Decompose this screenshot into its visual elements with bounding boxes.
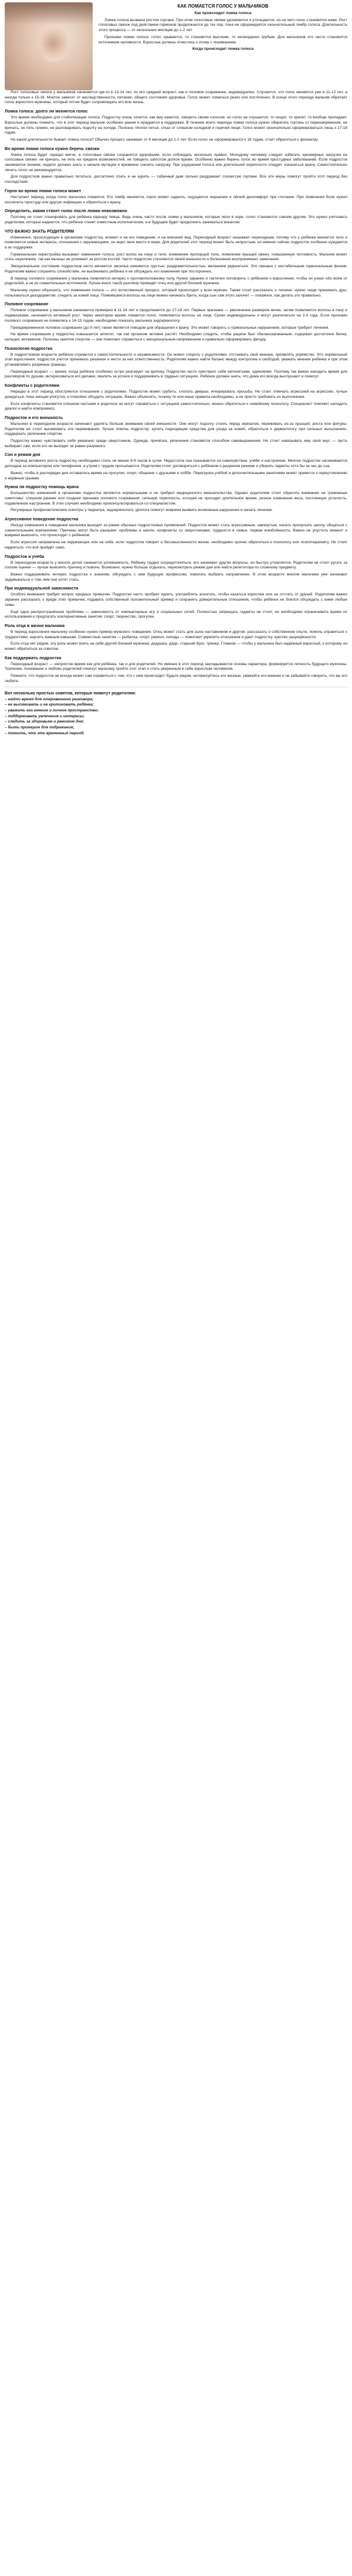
section	[5, 108, 347, 143]
final-tip-item: – быть примером для подражания;	[5, 725, 75, 730]
section-paragraph: Мальчики в переходном возрасте начинают уделять больше внимания своей внешности. Они могут подолгу стоять перед зеркалом, переживать из-за прыщей, роста или фигуры. Родителям не стоит высмеивать эти переживания. Лучше помочь подростку: купить подходящие средства для ухода за кожей, обратиться к дерматологу при сильных высыпаниях, поддержать увлечение спортом.	[5, 421, 347, 437]
final-tip-item: – не высмеивать и не критиковать ребёнка;	[5, 703, 94, 707]
section-paragraph: Поэтому не стоит планировать для ребёнка карьеру певца. Ведь очень часто после ломки у мальчиков, которые пели в хоре, голос становится совсем другим. Это нужно учитывать родителям, которые надеются, что ребёнок станет известным исполнителем, и в будущем будет продолжать заниматься вокалом.	[5, 215, 347, 224]
section-heading: Половое созревание	[5, 301, 49, 307]
section	[5, 146, 347, 185]
section-heading: Роль отца в жизни мальчика	[5, 622, 65, 628]
section	[5, 585, 347, 620]
section	[5, 554, 347, 583]
section-paragraph: Гормональная перестройка вызывает изменение голоса, рост волос на лице и теле, изменение пропорций тела, появление прыщей (акне), повышенную потливость. Мальчик может стать неуклюжим, так как мышцы не успевают за ростом костей. Часто подростки стесняются своей внешности и болезненно воспринимают замечания.	[5, 252, 347, 262]
intro-paragraph-1: Признаки ломки голоса: голос срывается, то становится высоким, то неожиданно грубым. Для мальчиков это часто становится источником неловкости. Взрослые должны отнестись к этому с пониманием.	[99, 35, 347, 45]
section-heading: Подросток и учёба	[5, 553, 45, 559]
section	[5, 301, 347, 342]
section-paragraph: Если агрессия направлена на окружающих или на себя, если подросток говорит о бессмысленности жизни, необходимо срочно обратиться к психологу или психотерапевту. Не стоит надеяться, что всё пройдёт само.	[5, 540, 347, 550]
intro-heading: Как происходит ломка голоса	[194, 11, 252, 15]
section	[5, 623, 347, 652]
section-paragraph: Важно поддерживать интерес подростка к знаниям, обсуждать с ним будущую профессию, помогать выбрать направление. В этом возрасте многие мальчики уже начинают задумываться о том, кем они хотят стать.	[5, 573, 347, 582]
section-paragraph: Нередко в этот период обостряются отношения с родителями. Подросток может грубить, хлопать дверью, игнорировать просьбы. Не стоит отвечать агрессией на агрессию: лучше дождаться, пока эмоции улягутся, и спокойно обсудить ситуацию. Важно объяснять, почему те или иные правила необходимы, а не просто требовать их выполнения.	[5, 390, 347, 399]
section-heading: Горло во время ломки голоса может	[5, 188, 82, 193]
section-paragraph: Половое созревание у мальчиков начинается примерно в 11-14 лет и продолжается до 17-18 лет. Первые признаки — увеличение размеров яичек, затем появляются волосы в паху и подмышками, начинается активный рост. Через некоторое время ломается голос, появляются волосы на лице. Сроки индивидуальны и могут различаться на 2-3 года. Если признаки полового созревания не появились к 14-15 годам, необходимо показать мальчика эндокринологу.	[5, 308, 347, 323]
intro-block	[99, 2, 347, 90]
section-heading: Подросток и его внешность	[5, 414, 63, 420]
section	[5, 516, 347, 551]
section-heading: Сон и режим дня	[5, 452, 40, 458]
section-paragraph: Подростку важно чувствовать себя уверенно среди сверстников. Одежда, причёска, увлечения становятся способом самовыражения. Не стоит навязывать ему свой вкус — пусть выбирает сам, если это не выходит за рамки разумного.	[5, 439, 347, 448]
section-paragraph: Переходный возраст — время, когда ребёнок особенно остро реагирует на критику. Подростки часто чувствуют себя непонятыми, одинокими. Поэтому так важно находить время для разговоров по душам, интересоваться его делами, хвалить за успехи и поддерживать в трудных ситуациях. Ребёнок должен знать, что дома его всегда выслушают и помогут.	[5, 369, 347, 379]
section	[5, 415, 347, 449]
section-paragraph: Если отца нет рядом, эту роль может взять на себя другой близкий мужчина: дедушка, дядя, старший брат, тренер. Главное — чтобы у мальчика был надёжный взрослый, к которому он может обратиться за советом.	[5, 642, 347, 652]
section	[5, 383, 347, 412]
section-paragraph: Это время необходимо для стабилизации голоса. Подростку очень хочется, как ему кажется, говорить своим голосом, но голос не слушается: то пищит, то хрипит, то вообще пропадает. Взрослые должны помнить, что в этот период мальчик особенно раним и нуждается в поддержке. В течение всего периода ломки голоса нужно оберегать гортань от перенапряжения, не кричать, не петь громко, не разговаривать подолгу на холоде. Полезно тёплое питьё, отказ от слишком холодной и горячей пищи. Голос может окончательно сформироваться лишь к 17-18 годам.	[5, 115, 347, 135]
section-paragraph: В период полового созревания у мальчика появляется интерес к противоположному полу. Нужно заранее и тактично поговорить с ребёнком о взрослении, чтобы он узнал обо всём от родителей, а не из сомнительных источников. Лучше всего такой разговор проведёт отец или другой близкий мужчина.	[5, 276, 347, 286]
photo-hair	[5, 2, 93, 25]
section-heading: Определить, каким станет голос после ломки невозможно	[5, 208, 127, 214]
section	[5, 346, 347, 380]
section	[5, 452, 347, 481]
section-paragraph: В переходном возрасте у многих детей снижается успеваемость. Ребёнку трудно сосредоточиться, его занимают другие вопросы, он быстро утомляется. Родителям не стоит ругать за плохие оценки — лучше выяснить причину и помочь. Возможно, нужно больше отдыхать, пересмотреть режим дня или найти репетитора по сложному предмету.	[5, 560, 347, 570]
section-paragraph: На время созревания у подростка повышается аппетит, так как организм активно растёт. Необходимо следить, чтобы рацион был сбалансированным, содержал достаточно белка, кальция, витаминов. Полезны занятия спортом — они помогают справиться с эмоциональным напряжением и правильно сформировать фигуру.	[5, 332, 347, 342]
section-paragraph: Ещё одна распространённая проблема — зависимость от компьютерных игр и социальных сетей. Полностью запрещать гаджеты не стоит, но необходимо ограничивать время их использования и предлагать альтернативные занятия: спорт, творчество, прогулки.	[5, 609, 347, 619]
boy-ear-photo	[5, 2, 93, 90]
section	[5, 484, 347, 513]
final-tips-list	[5, 697, 347, 737]
section	[5, 208, 347, 225]
photo-ear	[41, 26, 68, 64]
section-paragraph: В период взросления мальчику особенно нужен пример мужского поведения. Отец может стать для сына наставником и другом: рассказать о собственном опыте, помочь справиться с трудностями, научить важным навыкам. Совместные занятия — рыбалка, спорт, ремонт, походы — помогают укрепить отношения и дают подростку чувство защищённости.	[5, 629, 347, 639]
section-paragraph: В период активного роста подростку необходимо спать не менее 8-9 часов в сутки. Недостаток сна сказывается на самочувствии, учёбе и настроении. Многие подростки засиживаются допоздна за компьютером или телефоном, а утром с трудом просыпаются. Родителям стоит договориться с ребёнком о разумном режиме и убирать гаджеты хотя бы за час до сна.	[5, 459, 347, 469]
section-paragraph: Эмоциональное состояние подростков часто меняется: веселье сменяется грустью, раздражительностью, желанием уединиться. Это связано с нестабильным гормональным фоном. Родителям важно сохранять спокойствие, не высмеивать ребёнка и не обсуждать его изменения при посторонних.	[5, 264, 347, 274]
section-paragraph: В подростковом возрасте ребёнок стремится к самостоятельности и независимости. Он может спорить с родителями, отстаивать своё мнение, проявлять упрямство. Это нормальный этап взросления: подросток учится принимать решения и нести за них ответственность. Родителям важно найти баланс между контролем и свободой, уважать мнение ребёнка и при этом устанавливать разумные границы.	[5, 352, 347, 367]
section-paragraph: Большинство изменений в организме подростка являются нормальными и не требуют медицинского вмешательства. Однако родителям стоит обратить внимание на тревожные симптомы: слишком ранние или поздние признаки полового созревания, сильную охриплость, которая не проходит длительное время, резкое изменение веса, постоянную усталость, подавленное настроение. В этих случаях необходимо проконсультироваться со специалистом.	[5, 491, 347, 506]
section	[5, 229, 347, 299]
article-sections	[5, 108, 347, 684]
section-paragraph: Помните, что подросток не всегда может сам справиться с тем, что с ним происходит. Будьте рядом, интересуйтесь его жизнью, уважайте его мнение и не забывайте говорить, что вы его любите.	[5, 674, 347, 683]
intro-subheading: Когда происходит ломка голоса	[192, 47, 254, 52]
section-heading: Ломка голоса: долго ли меняется голос	[5, 108, 88, 114]
section-heading: Психология подростка	[5, 345, 53, 351]
section-heading: Конфликты с родителями	[5, 383, 60, 389]
section-paragraph: Преждевременное половое созревание (до 9 лет) также является поводом для обращения к врачу. Это может говорить о гормональных нарушениях, которые требуют лечения.	[11, 325, 330, 330]
section-heading: Как поддержать подростка	[5, 655, 62, 660]
section-paragraph: Особого внимания требует вопрос вредных привычек. Подростки часто пробуют курить, употреблять алкоголь, чтобы казаться взрослее или не отстать от друзей. Родителям важно заранее рассказать о вреде этих привычек, подавать собственный положительный пример и сохранять доверительные отношения, чтобы ребёнок не боялся обсуждать с ними любые темы.	[5, 592, 347, 607]
section-heading: Во время ломки голоса нужно беречь связки	[5, 145, 100, 151]
final-tip-item: – поддерживать увлечения и интересы;	[5, 714, 85, 718]
section-heading: При индивидуальной зависимости	[5, 585, 79, 591]
final-tip-item: – уважать его мнение и личное пространство;	[5, 708, 99, 713]
section-paragraph: Для подростков важно правильно питаться, достаточно спать и не курить — табачный дым сильно раздражает слизистую гортани. Все эти меры помогут пройти этот период без последствий.	[5, 175, 347, 185]
final-tip-item: – следить за здоровьем и режимом дня;	[5, 720, 84, 724]
section	[5, 188, 347, 205]
final-tip-item: – найти время для откровенного разговора;	[5, 697, 94, 701]
section-paragraph: Но какой длительности бывает ломка голоса? Обычно процесс занимает от 6 месяцев до 1-2 лет. Если голос не сформировался к 18 годам, стоит обратиться к фониатру.	[11, 137, 319, 142]
final-tip-item: – помнить, что это временный период.	[5, 731, 85, 735]
section-paragraph: Важно, чтобы в распорядке дня оставалось время на прогулки, спорт, общение с друзьями и хобби. Перегрузка учёбой и дополнительными занятиями может привести к переутомлению и нервным срывам.	[5, 471, 347, 481]
section-heading: Нужна ли подростку помощь врача	[5, 484, 79, 490]
section-paragraph: Ломка голоса будет гораздо мягче, а голосовые связки сохранятся здоровыми, если соблюдать несколько правил. Молодому человеку следует избегать чрезмерных нагрузок на голосовые связки: не кричать, не петь на пределе возможностей, не говорить шёпотом долгое время. Особенно важно беречь голос во время простудных заболеваний. Если подросток занимается пением, педагог должен знать о начале мутации и временно снизить нагрузку. При ухудшении голоса или длительной охриплости следует показаться врачу. Самостоятельно лечить голос не рекомендуется.	[5, 152, 347, 172]
final-heading: Вот несколько простых советов, которые помогут родителям:	[5, 690, 136, 696]
intro-paragraph-2: Рост голосовых связок у мальчиков начинается где-то в 13-14 лет, по его средней возраст, как и половое созревание, индивидуален. Случается, что голос меняется уже в 11-12 лет, а иногда только к 15-16. Многое зависит от наследственности, питания, общего состояния здоровья. Голос может ломаться резко или постепенно. В конце этого периода мальчик обретает голос взрослого мужчины, который потом будет сопровождать его всю жизнь.	[5, 90, 347, 105]
section-heading: Агрессивное поведение подростка	[5, 516, 79, 522]
intro-paragraph-0: Ломка голоса вызвана ростом гортани. При этом голосовые связки удлиняются и утолщаются, из-за чего голос становится ниже. Рост голосовых связок под действием гормонов продолжается до тех пор, пока не сформируется окончательный тембр голоса. Длительность этого процесса — от нескольких месяцев до 1-2 лет.	[99, 18, 347, 33]
article-header	[5, 2, 347, 90]
section	[5, 655, 347, 684]
section-paragraph: Наступает период, когда голос мальчика ломается. Его тембр меняется, горло может саднить, ощущается першение и лёгкий дискомфорт при глотании. При появлении боли нужно исключить простуду или другую инфекцию и обратиться к врачу.	[5, 195, 347, 205]
section-paragraph: Переходный возраст — непростое время как для ребёнка, так и для родителей. Но именно в этот период закладываются основы характера, формируется личность будущего мужчины. Терпение, понимание и любовь родителей помогут мальчику пройти этот этап и стать уверенным в себе взрослым человеком.	[5, 662, 347, 672]
section-heading: ЧТО ВАЖНО ЗНАТЬ РОДИТЕЛЯМ	[5, 228, 75, 234]
page-title: КАК ЛОМАЕТСЯ ГОЛОС У МАЛЬЧИКОВ	[177, 4, 269, 9]
section-paragraph: Изменения, происходящие в организме подростка, влияют и на его поведение, и на внешний вид. Переходный возраст называют переходным, потому что у ребёнка меняется тело и появляются новые интересы, отношения с окружающими, он ищет свое место в мире. Для родителей этот период может быть непростым, но именно сейчас подросток особенно нуждается в их поддержке.	[5, 235, 347, 250]
section-paragraph: Иногда изменения в поведении мальчика выходят за рамки обычных подростковых проявлений. Подросток может стать агрессивным, замкнутым, начать пропускать школу, общаться с сомнительными компаниями. Причины могут быть разными: проблемы в школе, конфликты со сверстниками, трудности в семье, первая влюблённость. Важно не упустить момент и вовремя выяснить, что происходит с ребёнком.	[5, 523, 347, 538]
section-paragraph: Мальчику нужно объяснить, что изменения голоса — это естественный процесс, который происходит у всех мужчин. Также стоит рассказать о гигиене: нужно чаще принимать душ, пользоваться дезодорантом, следить за кожей лица. Появившиеся волосы на лице можно начинать брить, когда сын сам этого захочет — покажите, как делать это правильно.	[5, 288, 347, 298]
section-paragraph: Регулярные профилактические осмотры у педиатра, эндокринолога, уролога помогут вовремя выявить возможные нарушения и начать лечение.	[11, 508, 273, 513]
section-paragraph: Если конфликты становятся слишком частыми и родители не могут справиться с ситуацией самостоятельно, можно обратиться к семейному психологу. Специалист поможет наладить диалог и найти компромисс.	[5, 401, 347, 411]
